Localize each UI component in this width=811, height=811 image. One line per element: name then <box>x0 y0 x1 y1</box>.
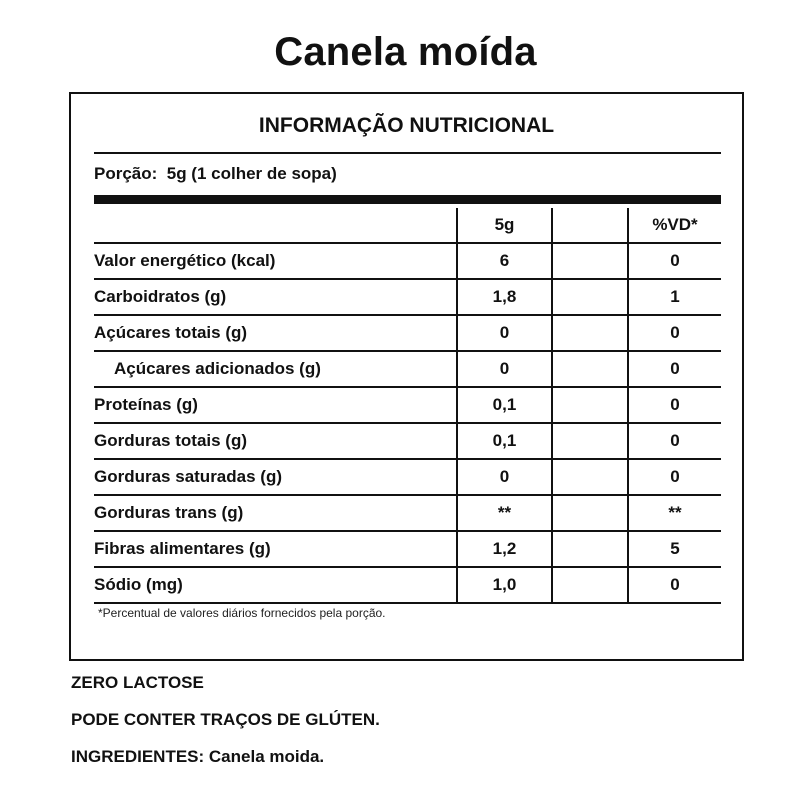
column-separator <box>551 424 553 460</box>
nutrient-amount: 0 <box>499 323 510 342</box>
nutrient-amount: ** <box>497 503 512 522</box>
nutrient-daily-value: 0 <box>670 251 680 270</box>
portion-line <box>94 164 337 184</box>
nutrient-daily-value: 0 <box>670 395 680 414</box>
column-separator <box>551 316 553 352</box>
ingredients-note: INGREDIENTES: Canela moida. <box>71 747 325 766</box>
nutrient-name: Valor energético (kcal) <box>94 251 276 270</box>
lactose-note: ZERO LACTOSE <box>71 673 204 692</box>
nutrient-row <box>94 424 721 460</box>
nutrient-daily-value: 5 <box>670 539 680 558</box>
portion-label: Porção: <box>94 164 158 183</box>
nutrient-row <box>94 568 721 604</box>
nutrient-name: Gorduras saturadas (g) <box>94 467 282 486</box>
column-separator <box>551 208 553 244</box>
footnote: *Percentual de valores diários fornecidos pela porção. <box>98 606 386 620</box>
nutrient-daily-value: 1 <box>670 287 680 306</box>
nutrient-amount: 0 <box>499 359 510 378</box>
nutrient-daily-value: 0 <box>670 431 680 450</box>
nutrient-row <box>94 460 721 496</box>
gluten-note: PODE CONTER TRAÇOS DE GLÚTEN. <box>71 710 380 729</box>
nutrient-name: Sódio (mg) <box>94 575 183 594</box>
nutrient-row <box>94 532 721 568</box>
nutrient-row <box>94 280 721 316</box>
nutrient-name: Gorduras trans (g) <box>94 503 244 522</box>
nutrient-row <box>94 388 721 424</box>
nutrient-row <box>94 496 721 532</box>
nutrient-amount: 1,2 <box>492 539 517 558</box>
nutrient-name: Fibras alimentares (g) <box>94 539 271 558</box>
nutrient-name: Gorduras totais (g) <box>94 431 248 450</box>
product-title: Canela moída <box>274 30 537 74</box>
nutrition-facts-panel <box>69 92 744 661</box>
thick-divider <box>94 195 721 204</box>
nutrient-row <box>94 316 721 352</box>
nutrient-row <box>94 244 721 280</box>
nutrient-name: Proteínas (g) <box>94 395 198 414</box>
column-separator <box>551 244 553 280</box>
amount-column-header: 5g <box>494 215 515 234</box>
nutrient-amount: 1,8 <box>492 287 517 306</box>
nutrient-amount: 0,1 <box>492 395 517 414</box>
column-separator <box>551 496 553 532</box>
heading-divider <box>94 152 721 154</box>
portion-value: 5g (1 colher de sopa) <box>166 164 337 183</box>
nutrient-amount: 1,0 <box>492 575 517 594</box>
row-divider <box>94 602 721 604</box>
nutrient-row <box>94 352 721 388</box>
nutrient-name: Açúcares totais (g) <box>94 323 248 342</box>
column-header-row <box>94 208 721 244</box>
nutrient-daily-value: 0 <box>670 323 680 342</box>
column-separator <box>551 388 553 424</box>
nutrient-daily-value: 0 <box>670 467 680 486</box>
nutrient-amount: 0,1 <box>492 431 517 450</box>
nutrient-name: Carboidratos (g) <box>94 287 227 306</box>
column-separator <box>551 532 553 568</box>
column-separator <box>551 568 553 604</box>
nutrient-amount: 6 <box>499 251 510 270</box>
column-separator <box>551 352 553 388</box>
nutrient-amount: 0 <box>499 467 510 486</box>
nutrient-daily-value: 0 <box>670 359 680 378</box>
column-separator <box>551 460 553 496</box>
daily-value-column-header: %VD* <box>652 215 698 234</box>
nutrient-name: Açúcares adicionados (g) <box>114 359 321 378</box>
nutrient-daily-value: 0 <box>670 575 680 594</box>
panel-heading: INFORMAÇÃO NUTRICIONAL <box>258 114 555 137</box>
column-separator <box>551 280 553 316</box>
nutrient-daily-value: ** <box>668 503 682 522</box>
